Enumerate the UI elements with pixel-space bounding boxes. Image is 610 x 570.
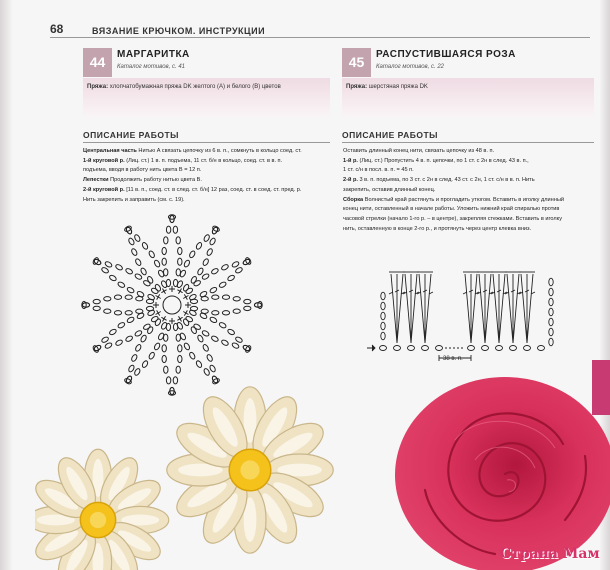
page-spine-left: [0, 0, 12, 570]
text-round2b: Нить закрепить и заправить (см. с. 19).: [83, 196, 185, 203]
page-number: 68: [50, 22, 64, 36]
yarn-label: Пряжа:: [87, 84, 109, 90]
daisy-photo: [35, 385, 365, 570]
yarn-label: Пряжа:: [346, 84, 368, 90]
running-header: ВЯЗАНИЕ КРЮЧКОМ. ИНСТРУКЦИИ: [92, 26, 266, 36]
instructions-right: [343, 147, 593, 234]
pink-corner-swatch: [592, 360, 610, 415]
section-rule-right: [342, 142, 594, 143]
label-assembly: Сборка: [343, 196, 364, 203]
text-row1b: 1 ст. с/н в посл. в. п. = 45 п.: [343, 167, 414, 174]
rose-crochet-chart: [365, 262, 565, 372]
section-rule-left: [83, 142, 330, 143]
petal-loop: [178, 251, 255, 307]
catalog-ref-daisy: Каталог мотивов, с. 41: [117, 64, 186, 70]
label-center: Центральная часть: [83, 148, 137, 154]
text-assembly-2: конец нити, оставленный в начале работы. Уложить нижний край спиралью против: [343, 206, 560, 213]
text-chain: Оставить длинный конец нити, связать цепочку из 48 в. п.: [343, 148, 495, 154]
label-petals: Лепестки: [83, 177, 109, 184]
yarn-text: хлопчатобумажная пряжа DK желтого (A) и белого (B) цветов: [109, 84, 281, 90]
header-rule: [50, 37, 590, 38]
text-round1b: подъема, вводя в работу нить цвета B = 12 п.: [83, 167, 202, 174]
site-watermark: Страна Мам: [500, 546, 600, 562]
text-round2: [11 в. п., соед. ст. в след. ст. б/н] 12 раз, соед. ст. в соед. ст. пред. р.: [126, 186, 302, 193]
text-assembly: Волнистый край растянуть и прогладить утюгом. Вставить в иголку длинный: [364, 196, 564, 203]
label-round1: 1-й круговой р.: [83, 157, 125, 164]
text-row2b: закрепить, оставив длинный конец.: [343, 186, 436, 193]
pattern-number-44: 44: [83, 48, 112, 77]
petal-loop: [170, 311, 226, 388]
petal-loop: [89, 251, 166, 307]
rose-photo: [385, 370, 610, 570]
label-round2: 2-й круговой р.: [83, 186, 125, 193]
text-center: Нитью A связать цепочку из 6 в. п., сомкнуть в кольцо соед. ст.: [138, 148, 302, 154]
text-round1: (Лиц. ст.) 1 в. п. подъема, 11 ст. б/н в кольцо, соед. ст. в в. п.: [126, 157, 283, 164]
text-row1: (Лиц. ст.) Пропустить 4 в. п. цепочки, по 1 ст. с 2н в след. 43 в. п.,: [359, 157, 529, 164]
yarn-text: шерстяная пряжа DK: [368, 84, 428, 90]
petal-loop: [178, 303, 255, 359]
section-heading-left: ОПИСАНИЕ РАБОТЫ: [83, 130, 179, 140]
petal-loop: [89, 303, 166, 359]
petal-loop: [118, 222, 174, 299]
pattern-title-rose: РАСПУСТИВШАЯСЯ РОЗА: [376, 49, 516, 60]
section-heading-right: ОПИСАНИЕ РАБОТЫ: [342, 130, 438, 140]
label-row2: 2-й р.: [343, 177, 358, 184]
instructions-left: [83, 147, 333, 205]
chain-count-label: 38 в. п.: [443, 356, 463, 362]
petal-loop: [118, 311, 174, 388]
petal-loop: [162, 318, 182, 395]
petal-loop: [82, 295, 159, 315]
text-petals: Продолжить работу нитью цвета B.: [110, 177, 202, 184]
yarn-info-left: [87, 84, 281, 90]
pattern-number-45: 45: [342, 48, 371, 77]
text-row2: 3 в. п. подъема, по 3 ст. с 2н в след. 43 ст. с 2н, 1 ст. с/н в в. п. Нить: [359, 177, 535, 184]
yarn-info-right: [346, 84, 428, 90]
daisy-crochet-chart: [70, 205, 275, 405]
pattern-title-daisy: МАРГАРИТКА: [117, 49, 190, 60]
text-assembly-4: нить, оставленную в конце 2-го р., и протянуть через центр клевка вниз.: [343, 225, 532, 232]
label-row1: 1-й р.: [343, 157, 358, 164]
catalog-ref-rose: Каталог мотивов, с. 22: [376, 64, 445, 70]
petal-loop: [185, 295, 262, 315]
petal-loop: [170, 222, 226, 299]
petal-loop: [162, 215, 182, 292]
text-assembly-3: часовой стрелки (начало 1-го р. – в центре), закрепляя стежками. Вставить в иголку: [343, 215, 562, 222]
